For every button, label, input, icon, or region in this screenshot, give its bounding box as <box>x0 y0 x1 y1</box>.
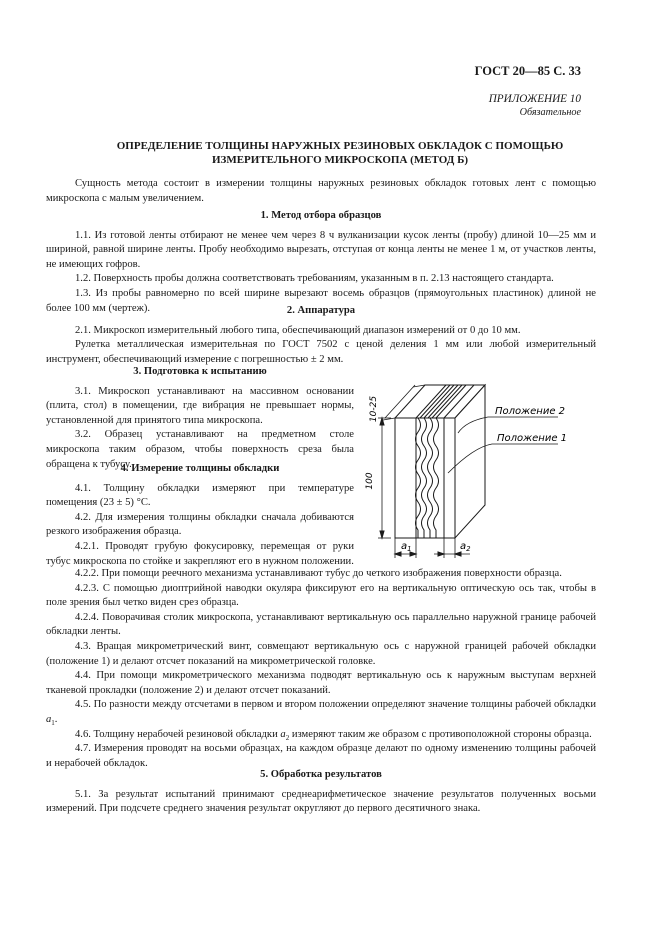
title-line-1: ОПРЕДЕЛЕНИЕ ТОЛЩИНЫ НАРУЖНЫХ РЕЗИНОВЫХ ОБКЛАДОК С ПОМОЩЬЮ <box>116 140 564 152</box>
label-a1: $a_1$ <box>401 541 412 553</box>
sample-front-face <box>395 418 455 538</box>
section-2 <box>46 304 596 367</box>
para-1-3: 1.3. Из пробы равномерно по всей ширине вырезают восемь образцов (прямоугольных пластинок) длиной не более 100 мм (чертеж). <box>46 287 596 314</box>
appendix-number: ПРИЛОЖЕНИЕ 10 <box>488 93 581 105</box>
appendix-status: Обязательное <box>519 107 581 118</box>
section-2-heading: 2. Аппаратура <box>286 305 356 316</box>
para-4-7: 4.7. Измерения проводят на восьми образцах, на каждом образце делают по одному изменению толщины рабочей и нерабочей обкладок. <box>46 743 596 769</box>
para-4-2-4: 4.2.4. Поворачивая столик микроскопа, устанавливают вертикальную ось параллельно наружной границе рабочей обкладки ленты. <box>46 611 596 638</box>
para-2-2: Рулетка металлическая измерительная по ГОСТ 7502 с ценой деления 1 мм или любой измерительный инструмент, обеспечивающий измерение с погрешностью ± 2 мм. <box>46 339 596 365</box>
intro-block <box>46 177 596 206</box>
page-title <box>60 140 620 167</box>
section-4-heading: 4. Измерение толщины обкладки <box>120 463 280 474</box>
para-5-1: 5.1. За результат испытаний принимают среднеарифметическое значение результатов полученных восьми измерений. При подсчете среднего значения результат округляют до первого десятичного знака. <box>46 788 596 815</box>
para-3-1: 3.1. Микроскоп устанавливают на массивном основании (плита, стол) в помещении, где вибрация не превышает нормы, установленной для принятого типа микроскопа. <box>46 385 354 426</box>
para-4-2: 4.2. Для измерения толщины обкладки сначала добиваются резкого изображения образца. <box>46 511 354 538</box>
section-3 <box>46 365 354 472</box>
label-a2: $a_2$ <box>460 541 471 553</box>
section-4-rest <box>46 567 596 771</box>
para-4-5: 4.5. По разности между отсчетами в первом и втором положении определяют значение толщины рабочей обкладки $a_1$. <box>46 699 596 728</box>
para-2-1: 2.1. Микроскоп измерительный любого типа, обеспечивающий диапазон измерений от 0 до 10 мм. <box>75 324 521 336</box>
para-4-2-2: 4.2.2. При помощи реечного механизма устанавливают тубус до четкого изображения поверхности образца. <box>75 568 562 579</box>
label-position-1: Положение 1 <box>497 433 568 444</box>
dim-label-100: 100 <box>365 472 375 490</box>
para-1-1: 1.1. Из готовой ленты отбирают не менее чем через 8 ч вулканизации кусок ленты (пробу) длиной 10—25 мм и шириной, равной ширине ленты. Пробу необходимо вырезать, отступая от конца ленты не менее 1 м, от участков ленты, не имеющих гофров. <box>46 229 596 270</box>
para-4-6: 4.6. Толщину нерабочей резиновой обкладки $a_2$ измеряют таким же образом с противоположной стороны образца. <box>75 728 592 742</box>
section-5 <box>46 768 596 817</box>
para-4-1: 4.1. Толщину обкладки измеряют при температуре помещения (23 ± 5) °С. <box>46 482 354 509</box>
dim-label-10-25: 10-25 <box>369 395 379 423</box>
para-4-2-1: 4.2.1. Проводят грубую фокусировку, перемещая от руки тубус микроскопа по стойке и закрепляют его в нужном положении. <box>46 540 354 567</box>
section-5-heading: 5. Обработка результатов <box>260 769 382 780</box>
section-1 <box>46 209 596 316</box>
section-1-heading: 1. Метод отбора образцов <box>260 210 382 221</box>
para-4-3: 4.3. Вращая микрометрический винт, совмещают вертикальную ось с наружной границей рабочей обкладки (положение 1) и делают отсчет показаний на микрометрической головке. <box>46 640 596 667</box>
title-line-2: ИЗМЕРИТЕЛЬНОГО МИКРОСКОПА (МЕТОД Б) <box>211 153 469 166</box>
section-3-heading: 3. Подготовка к испытанию <box>133 366 267 377</box>
para-4-2-3: 4.2.3. С помощью диоптрийной наводки окуляра фиксируют его на вертикальную оптическую ось так, чтобы в поле зрения был четко виден срез образца. <box>46 582 596 609</box>
appendix-block <box>489 93 581 119</box>
section-4-top <box>46 462 354 569</box>
label-position-2: Положение 2 <box>495 406 566 417</box>
para-1-2: 1.2. Поверхность пробы должна соответствовать требованиям, указанным в п. 2.13 настоящего стандарта. <box>75 273 554 285</box>
sample-cross-section-figure <box>358 373 598 568</box>
para-4-4: 4.4. При помощи микрометрического механизма подводят вертикальную ось к наружным выступам верхней тканевой прокладки (положение 2) и делают отсчет показаний. <box>46 670 596 696</box>
intro-paragraph: Сущность метода состоит в измерении толщины наружных резиновых обкладок готовых лент с помощью микроскопа с малым увеличением. <box>46 178 596 204</box>
para-3-2: 3.2. Образец устанавливают на предметном столе микроскопа таким образом, чтобы поверхность среза была обращена к тубусу. <box>46 429 354 470</box>
standard-header: ГОСТ 20—85 С. 33 <box>474 64 581 78</box>
